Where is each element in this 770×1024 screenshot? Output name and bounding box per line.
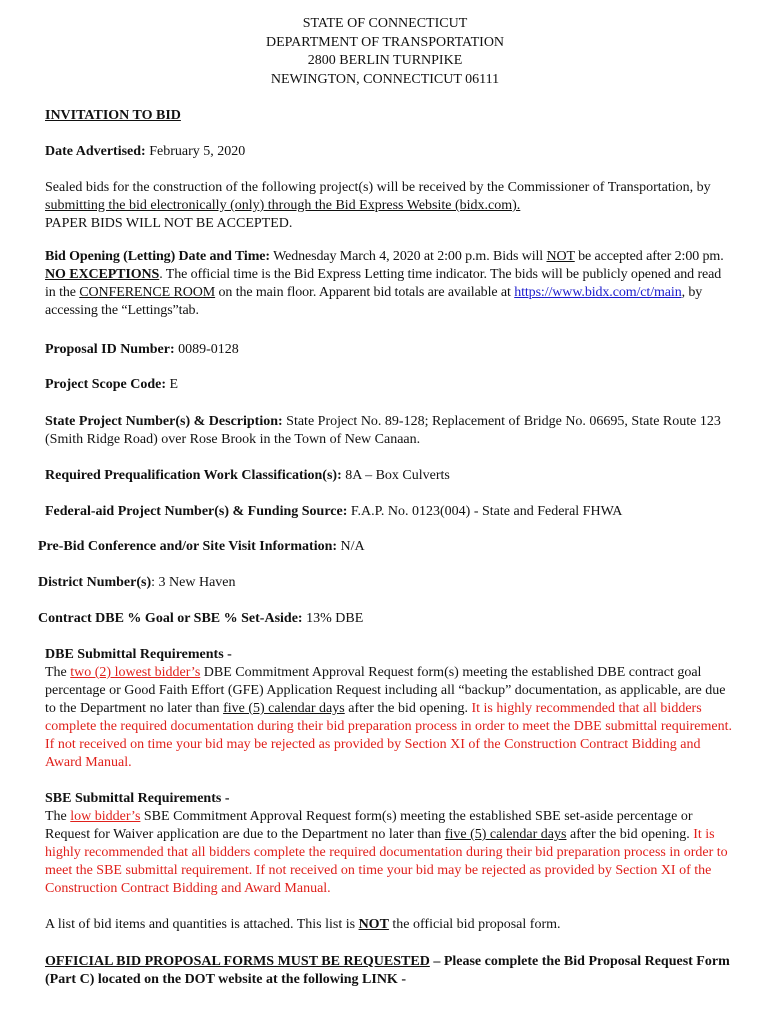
bid-items-note: A list of bid items and quantities is attached. This list is NOT the official bid proposal form. xyxy=(45,917,561,932)
sealed-bids-paragraph: Sealed bids for the construction of the following project(s) will be received by the Commissioner of Transportation, by submitting the bid electronically (only) through the Bid Express Website (bidx.com). PAPER BIDS WILL NOT BE ACCEPTED. xyxy=(45,180,711,231)
header-department: DEPARTMENT OF TRANSPORTATION xyxy=(265,34,505,50)
official-forms-notice: OFFICIAL BID PROPOSAL FORMS MUST BE REQUESTED – Please complete the Bid Proposal Request Form (Part C) located on the DOT website at the following LINK - xyxy=(45,954,730,987)
dbe-goal: Contract DBE % Goal or SBE % Set-Aside: 13% DBE xyxy=(38,611,364,626)
project-scope-code: Project Scope Code: E xyxy=(45,377,179,392)
prequalification: Required Prequalification Work Classification(s): 8A – Box Culverts xyxy=(45,468,450,483)
header-city: NEWINGTON, CONNECTICUT 06111 xyxy=(270,71,500,87)
header-street: 2800 BERLIN TURNPIKE xyxy=(307,53,463,68)
bid-opening-paragraph: Bid Opening (Letting) Date and Time: Wednesday March 4, 2020 at 2:00 p.m. Bids will NOT be accepted after 2:00 pm. NO EXCEPTIONS. The official time is the Bid Express Letting time indicator. The bids will be publicly opened and read in the CONFERENCE ROOM on the main floor. Apparent bid totals are available at https://www.bidx.com/ct/main, by accessing the “Lettings”tab. xyxy=(45,249,724,318)
document-header xyxy=(0,15,770,89)
page-title: INVITATION TO BID xyxy=(45,108,181,123)
sbe-requirements: SBE Submittal Requirements - The low bidder’s SBE Commitment Approval Request form(s) meeting the established SBE set-aside percentage or Request for Waiver application are due to the Department no later than five (5) calendar days after the bid opening. It is highly recommended that all bidders complete the required documentation during their bid preparation process in order to meet the SBE submittal requirement. If not received on time your bid may be rejected as provided by Section XI of the Construction Contract Bidding and Award Manual. xyxy=(45,791,728,896)
dbe-requirements: DBE Submittal Requirements - The two (2) lowest bidder’s DBE Commitment Approval Request form(s) meeting the established DBE contract goal percentage or Good Faith Effort (GFE) Application Request including all “backup” documentation, as applicable, are due to the Department no later than five (5) calendar days after the bid opening. It is highly recommended that all bidders complete the required documentation during their bid preparation process in order to meet the DBE submittal requirement. If not received on time your bid may be rejected as provided by Section XI of the Construction Contract Bidding and Award Manual. xyxy=(45,647,732,770)
state-project-description: State Project Number(s) & Description: State Project No. 89-128; Replacement of Bridge No. 06695, State Route 123 (Smith Ridge Road) over Rose Brook in the Town of New Canaan. xyxy=(45,414,721,447)
federal-aid: Federal-aid Project Number(s) & Funding Source: F.A.P. No. 0123(004) - State and Federal FHWA xyxy=(45,504,623,519)
date-advertised: Date Advertised: February 5, 2020 xyxy=(45,144,246,159)
header-state: STATE OF CONNECTICUT xyxy=(302,16,468,31)
bidx-link[interactable]: https://www.bidx.com/ct/main xyxy=(514,285,682,300)
pre-bid-conference: Pre-Bid Conference and/or Site Visit Information: N/A xyxy=(38,539,365,554)
district-number: District Number(s): 3 New Haven xyxy=(38,575,236,590)
proposal-id: Proposal ID Number: 0089-0128 xyxy=(45,342,239,357)
